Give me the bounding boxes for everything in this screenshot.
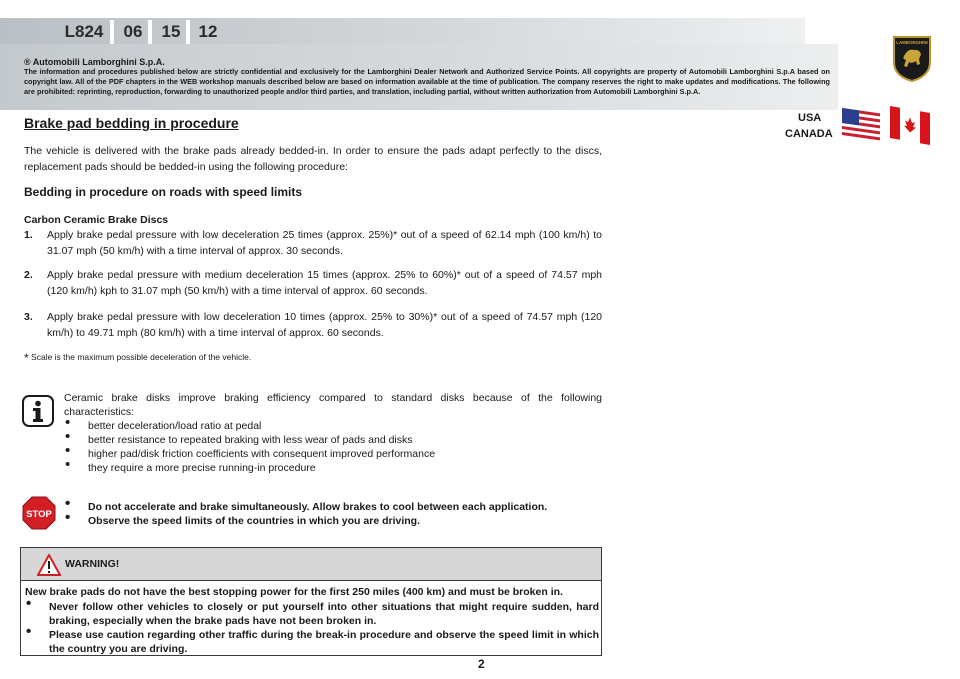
lamborghini-logo: [890, 34, 934, 82]
info-block: [64, 391, 602, 475]
procedure-step: [24, 227, 602, 259]
list-item: • Observe the speed limits of the countries in which you are driving.: [65, 509, 420, 527]
list-item: • Please use caution regarding other traffic during the break-in procedure and observe the speed limit in which the country you are driving.: [26, 623, 599, 655]
manual-code-year: 12: [186, 20, 226, 44]
info-icon: [22, 395, 54, 427]
usa-canada-flags-icon: [838, 100, 938, 156]
list-item: • they require a more precise running-in procedure: [65, 456, 316, 474]
page-number: 2: [478, 657, 485, 671]
stop-bullet-list: [64, 495, 604, 528]
legal-title: ® Automobili Lamborghini S.p.A.: [24, 57, 165, 67]
step-text: Apply brake pedal pressure with low deceleration 10 times (approx. 25% to 30%)* out of a speed of 74.57 mph (120 km/h) to 49.71 mph (80 km/h) with a time interval of approx. 60 seconds.: [47, 311, 602, 339]
manual-code-section: 15: [148, 20, 190, 44]
list-item: • Never follow other vehicles to closely or put yourself into other situations that might require sudden, hard braking, especially when the brake pads have not been broken in.: [26, 595, 599, 627]
manual-code-model: L824: [64, 22, 104, 41]
region-usa-label: USA: [798, 112, 822, 124]
disc-type-heading: Carbon Ceramic Brake Discs: [24, 214, 169, 226]
bullet-icon: •: [26, 623, 32, 640]
warning-header: [21, 548, 601, 581]
section-title: Brake pad bedding in procedure: [24, 115, 239, 131]
subheading: Bedding in procedure on roads with speed limits: [24, 185, 303, 199]
step-number: 3.: [24, 311, 33, 323]
warning-intro: New brake pads do not have the best stopping power for the first 250 miles (400 km) and must be broken in.: [25, 586, 563, 598]
intro-paragraph: The vehicle is delivered with the brake pads already bedded-in. In order to ensure the pads adapt perfectly to the discs, replacement pads should be bedded-in using the following procedure:: [24, 145, 602, 173]
footnote-text: Scale is the maximum possible deceleration of the vehicle.: [31, 352, 252, 362]
info-bullet-list: [64, 414, 602, 475]
warning-box: [20, 547, 602, 656]
svg-text:LAMBORGHINI: LAMBORGHINI: [896, 40, 928, 45]
bullet-icon: •: [65, 509, 71, 526]
bullet-icon: •: [65, 428, 71, 445]
step-number: 2.: [24, 269, 33, 281]
bullet-icon: •: [65, 495, 71, 512]
bullet-icon: •: [65, 456, 71, 473]
manual-code-group: 06: [110, 20, 152, 44]
list-item: • Do not accelerate and brake simultaneously. Allow brakes to cool between each application.: [65, 495, 548, 513]
footnote: [24, 351, 251, 365]
warning-title: WARNING!: [65, 558, 120, 570]
step-text: Apply brake pedal pressure with medium deceleration 15 times (approx. 25% to 60%)* out of a speed of 74.57 mph (120 km/h) kph to 31.07 mph (50 km/h) with a time interval of approx. 60 seconds.: [47, 269, 602, 297]
footnote-mark: *: [24, 351, 29, 365]
list-item: • better deceleration/load ratio at pedal: [65, 414, 262, 432]
bullet-icon: •: [26, 595, 32, 612]
svg-text:STOP: STOP: [26, 509, 52, 520]
bullet-icon: •: [65, 414, 71, 431]
step-number: 1.: [24, 229, 33, 241]
procedure-step: [24, 309, 602, 341]
bullet-icon: •: [65, 442, 71, 459]
info-intro: Ceramic brake disks improve braking efficiency compared to standard disks because of the following characteristics:: [64, 392, 602, 418]
warning-bullet-list: [25, 595, 599, 656]
step-text: Apply brake pedal pressure with low deceleration 25 times (approx. 25%)* out of a speed of 62.14 mph (100 km/h) to 31.07 mph (50 km/h) with a time interval of approx. 30 seconds.: [47, 229, 602, 257]
list-item: • higher pad/disk friction coefficients with consequent improved performance: [65, 442, 436, 460]
procedure-step: [24, 267, 602, 299]
list-item: • better resistance to repeated braking with less wear of pads and disks: [65, 428, 413, 446]
legal-body: The information and procedures published below are strictly confidential and exclusively for the Lamborghini Dealer Network and Authorized Service Points. All copyrights are property of Automobili Lamborghini S.p.A based on copyright law. All of the PDF chapters in the WEB workshop manuals described below are based on information available at the time of publication. The company reserves the right to make updates and modifications. The following are prohibited: reprinting, reproduction, forwarding to unauthorized people and/or third parties, and translation, including partial, without written authorization from Automobili Lamborghini S.p.A.: [24, 67, 830, 96]
stop-sign-icon: [22, 496, 56, 530]
warning-triangle-icon: [37, 554, 61, 576]
region-canada-label: CANADA: [785, 128, 833, 140]
